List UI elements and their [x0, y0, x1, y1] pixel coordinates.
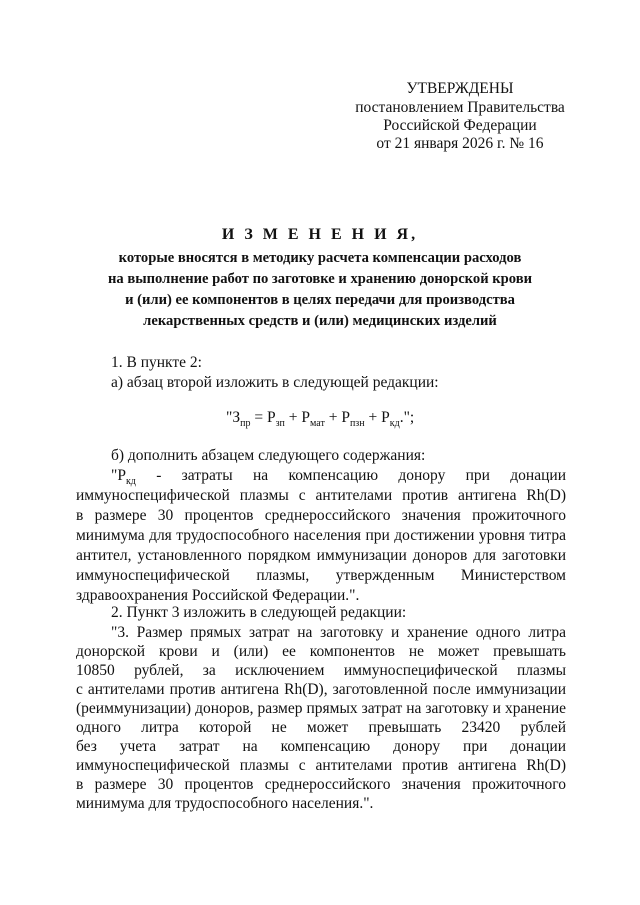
approval-heading: УТВЕРЖДЕНЫ [406, 80, 514, 97]
item-1a: а) абзац второй изложить в следующей редакции: [111, 374, 439, 391]
document-subtitle [60, 248, 580, 332]
item-1-heading: 1. В пункте 2: [111, 354, 202, 371]
paragraph-line: (реиммунизации) доноров, размер прямых затрат на заготовку и хранение [76, 700, 566, 717]
document-title: И З М Е Н Е Н И Я, [221, 226, 419, 243]
paragraph-line: иммуноспецифической плазмы с антителами против антигена Rh(D) [76, 487, 566, 504]
subtitle-line: которые вносятся в методику расчета компенсации расходов [118, 250, 522, 266]
paragraph-line: иммуноспецифической плазмы с антителами против антигена Rh(D) [76, 757, 566, 774]
paragraph-line: антител, установленного порядком иммунизации доноров для заготовки [76, 547, 566, 564]
approval-line-3: от 21 января 2026 г. № 16 [376, 135, 544, 152]
paragraph-line: в размере 30 процентов среднероссийского значения прожиточного [76, 507, 566, 524]
paragraph-line: минимума для трудоспособного населения при достижении уровня титра [76, 527, 566, 544]
paragraph-line: донорской крови и (или) ее компонентов не может превышать [76, 643, 566, 660]
subtitle-line: и (или) ее компонентов в целях передачи для производства [125, 292, 515, 308]
formula: "$З_{пр} = Р_{зп} + Р_{мат} + Р_{пзн} + Р_{кд}$."; [226, 409, 415, 430]
paragraph-line: с антителами против антигена Rh(D), заготовленной после иммунизации [76, 681, 566, 698]
subtitle-line: лекарственных средств и (или) медицинских изделий [143, 313, 497, 329]
paragraph-line: минимума для трудоспособного населения.". [76, 795, 374, 812]
paragraph-line: "3. Размер прямых затрат на заготовку и хранение одного литра [111, 624, 566, 641]
paragraph-line: в размере 30 процентов среднероссийского значения прожиточного [76, 776, 566, 793]
subtitle-line: на выполнение работ по заготовке и хранению донорской крови [107, 271, 532, 287]
paragraph-line: "$Р_{кд}$ - затраты на компенсацию донору при донации [111, 467, 566, 488]
paragraph-line: иммуноспецифической плазмы, утвержденным Министерством [76, 567, 566, 584]
paragraph-line: без учета затрат на компенсацию донору при донации [76, 738, 566, 755]
item-2-heading: 2. Пункт 3 изложить в следующей редакции: [111, 604, 407, 621]
approval-line-2: Российской Федерации [383, 117, 537, 134]
paragraph-line: 10850 рублей, за исключением иммуноспецифической плазмы [76, 662, 566, 679]
paragraph-line: одного литра которой не может превышать 23420 рублей [76, 719, 566, 736]
approval-line-1: постановлением Правительства [355, 99, 565, 116]
paragraph-line: здравоохранения Российской Федерации.". [76, 587, 360, 604]
item-1b: б) дополнить абзацем следующего содержания: [111, 447, 426, 464]
